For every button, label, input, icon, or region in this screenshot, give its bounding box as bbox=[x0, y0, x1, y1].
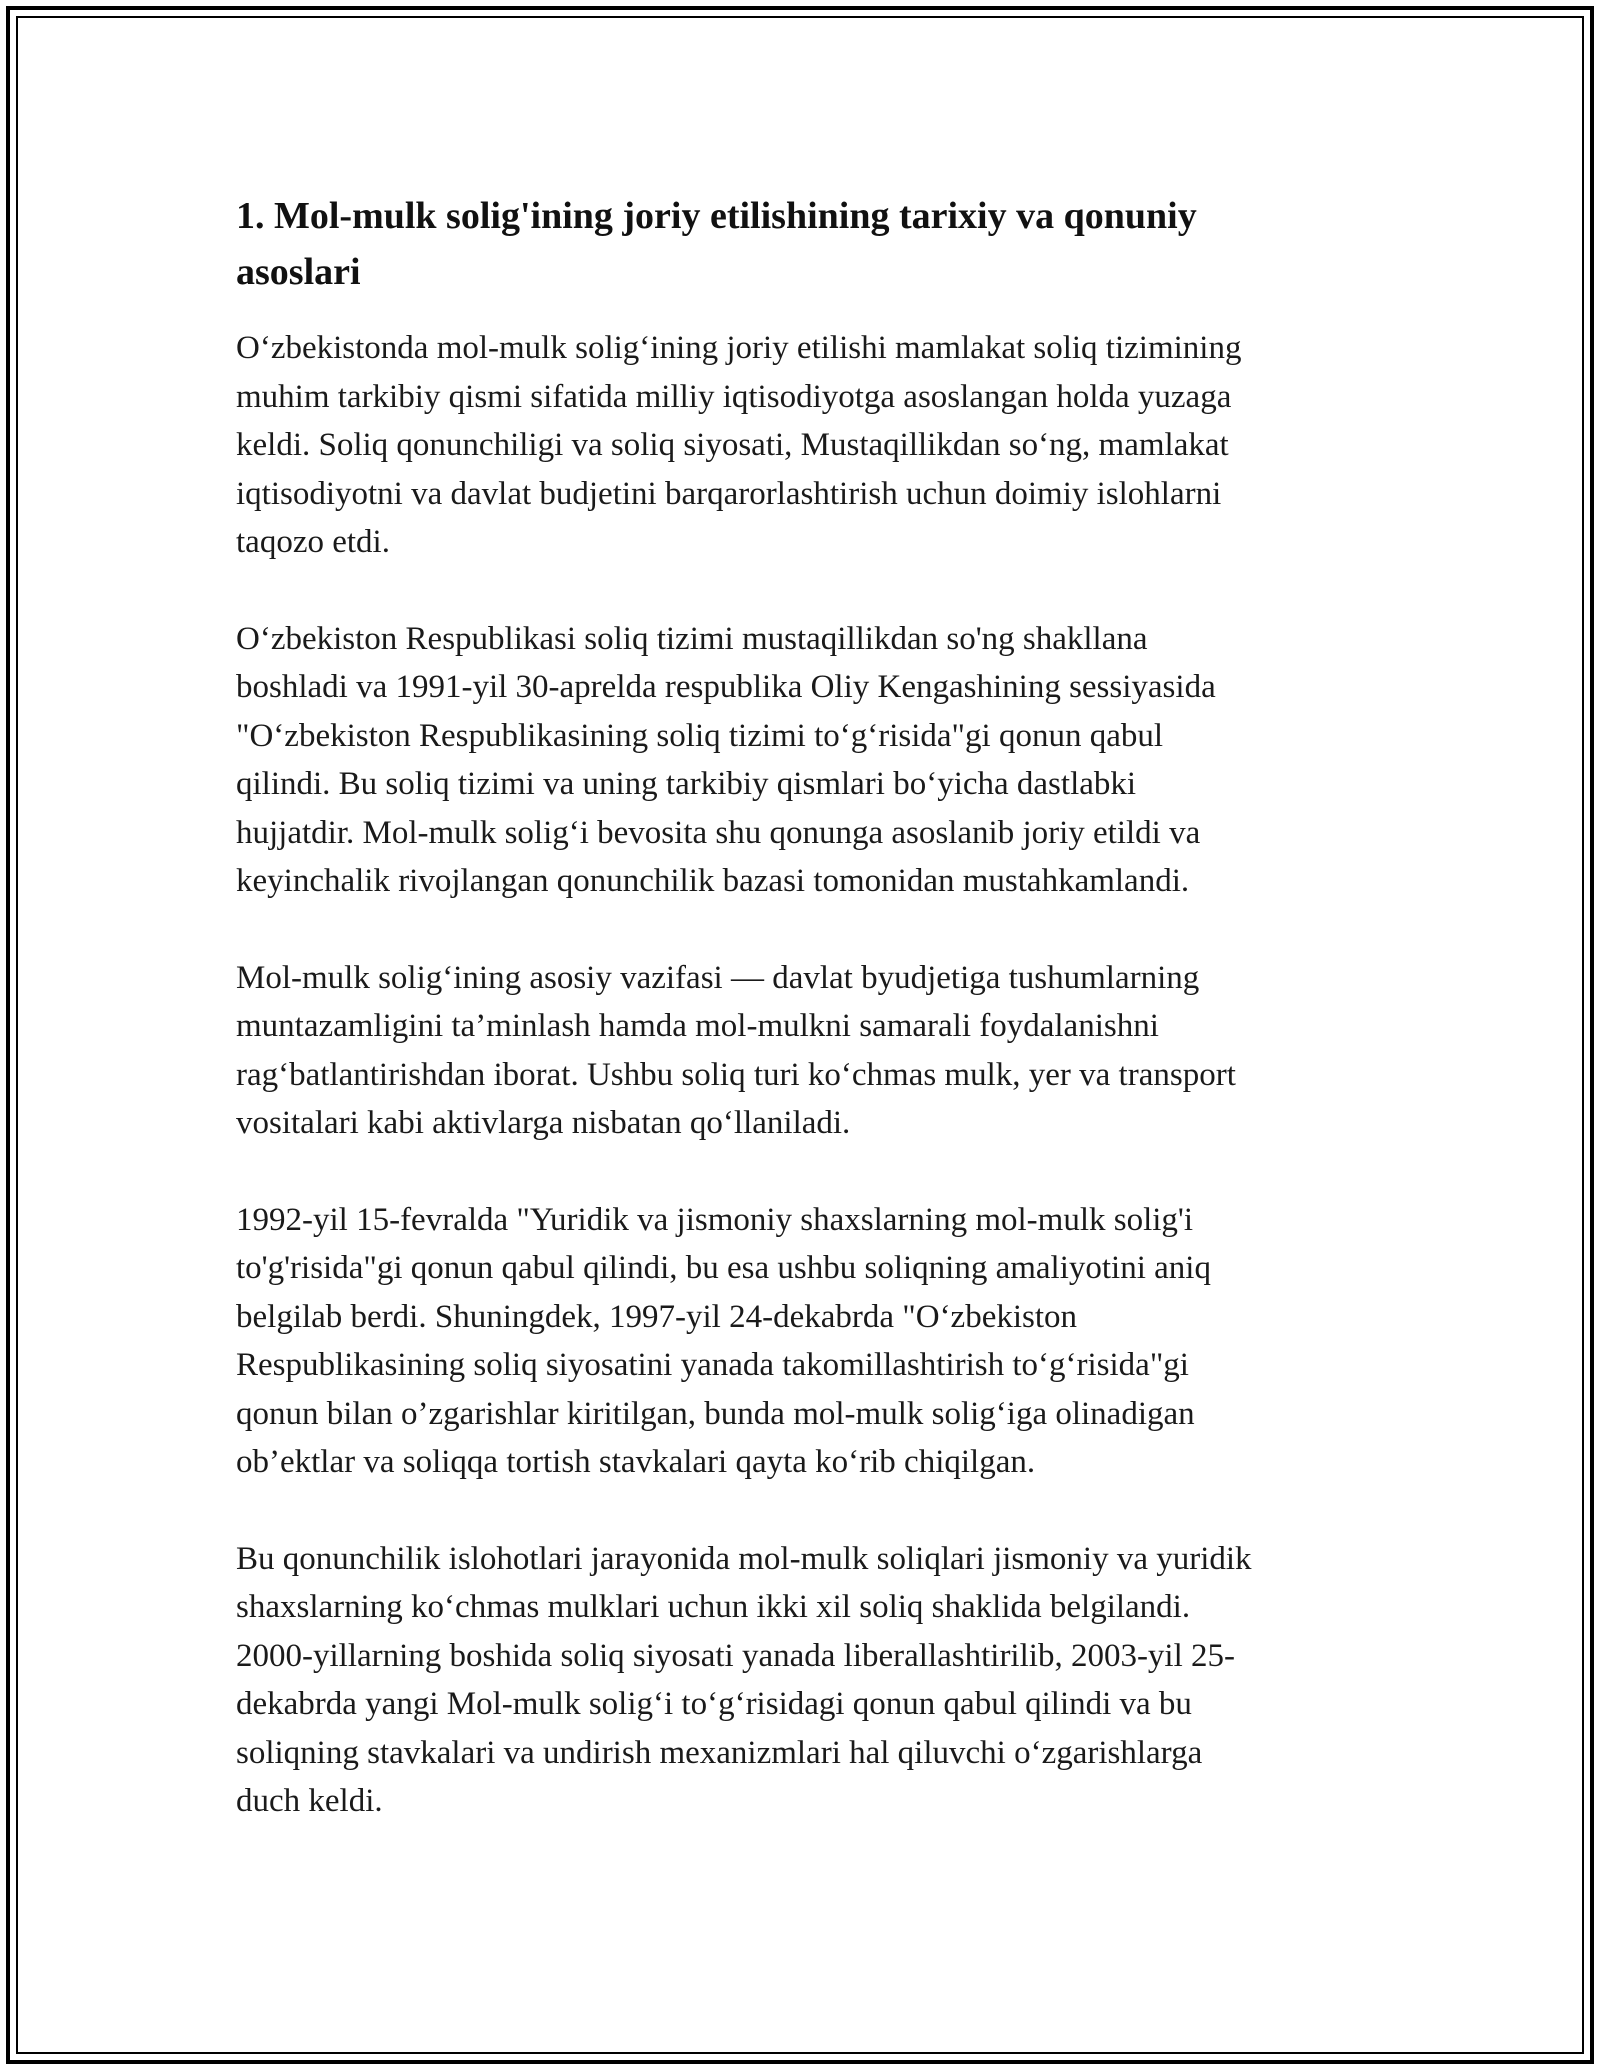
section-heading bbox=[236, 188, 1376, 300]
text-line: boshladi va 1991-yil 30-aprelda respublika Oliy Kengashining sessiyasida bbox=[236, 669, 1216, 705]
paragraph-1 bbox=[236, 324, 1376, 567]
text-line: duch keldi. bbox=[236, 1783, 383, 1819]
text-line: 1992-yil 15-fevralda "Yuridik va jismoniy shaxslarning mol-mulk solig'i bbox=[236, 1201, 1194, 1238]
heading-line: asoslari bbox=[236, 251, 361, 293]
text-line: soliqning stavkalari va undirish mexanizmlari hal qiluvchi o‘zgarishlarga bbox=[236, 1734, 1203, 1771]
text-line: iqtisodiyotni va davlat budjetini barqarorlashtirish uchun doimiy islohlarni bbox=[236, 475, 1222, 512]
text-line: ob’ektlar va soliqqa tortish stavkalari qayta ko‘rib chiqilgan. bbox=[236, 1444, 1036, 1480]
document-body bbox=[236, 188, 1376, 1874]
text-line: O‘zbekistonda mol-mulk solig‘ining joriy etilishi mamlakat soliq tizimining bbox=[236, 330, 1242, 366]
text-line: 2000-yillarning boshida soliq siyosati yanada liberallashtirilib, 2003-yil 25- bbox=[236, 1637, 1236, 1674]
text-line: hujjatdir. Mol-mulk solig‘i bevosita shu qonunga asoslanib joriy etildi va bbox=[236, 814, 1201, 851]
text-line: shaxslarning ko‘chmas mulklari uchun ikki xil soliq shaklida belgilandi. bbox=[236, 1589, 1191, 1625]
paragraph-5 bbox=[236, 1535, 1376, 1826]
text-line: Respublikasining soliq siyosatini yanada takomillashtirish to‘g‘risida"gi bbox=[236, 1347, 1189, 1383]
paragraph-2 bbox=[236, 615, 1376, 906]
text-line: Mol-mulk solig‘ining asosiy vazifasi — davlat byudjetiga tushumlarning bbox=[236, 959, 1200, 996]
text-line: O‘zbekiston Respublikasi soliq tizimi mustaqillikdan so'ng shakllana bbox=[236, 620, 1148, 657]
text-line: muntazamligini ta’minlash hamda mol-mulkni samarali foydalanishni bbox=[236, 1008, 1159, 1044]
text-line: dekabrda yangi Mol-mulk solig‘i to‘g‘risidagi qonun qabul qilindi va bu bbox=[236, 1686, 1192, 1722]
text-line: muhim tarkibiy qismi sifatida milliy iqtisodiyotga asoslangan holda yuzaga bbox=[236, 378, 1232, 415]
text-line: belgilab berdi. Shuningdek, 1997-yil 24-dekabrda "O‘zbekiston bbox=[236, 1298, 1078, 1335]
text-line: rag‘batlantirishdan iborat. Ushbu soliq turi ko‘chmas mulk, yer va transport bbox=[236, 1056, 1236, 1093]
text-line: qonun bilan o’zgarishlar kiritilgan, bunda mol-mulk solig‘iga olinadigan bbox=[236, 1395, 1195, 1432]
text-line: keyinchalik rivojlangan qonunchilik bazasi tomonidan mustahkamlandi. bbox=[236, 863, 1190, 899]
paragraph-4 bbox=[236, 1196, 1376, 1487]
text-line: qilindi. Bu soliq tizimi va uning tarkibiy qismlari bo‘yicha dastlabki bbox=[236, 766, 1137, 802]
text-line: vositalari kabi aktivlarga nisbatan qo‘llaniladi. bbox=[236, 1105, 851, 1141]
heading-line: 1. Mol-mulk solig'ining joriy etilishining tarixiy va qonuniy bbox=[236, 195, 1197, 237]
text-line: taqozo etdi. bbox=[236, 524, 390, 560]
text-line: "O‘zbekiston Respublikasining soliq tizimi to‘g‘risida"gi qonun qabul bbox=[236, 717, 1164, 754]
text-line: Bu qonunchilik islohotlari jarayonida mol-mulk soliqlari jismoniy va yuridik bbox=[236, 1540, 1252, 1577]
text-line: to'g'risida"gi qonun qabul qilindi, bu esa ushbu soliqning amaliyotini aniq bbox=[236, 1250, 1211, 1286]
paragraph-3 bbox=[236, 954, 1376, 1148]
text-line: keldi. Soliq qonunchiligi va soliq siyosati, Mustaqillikdan so‘ng, mamlakat bbox=[236, 427, 1229, 463]
